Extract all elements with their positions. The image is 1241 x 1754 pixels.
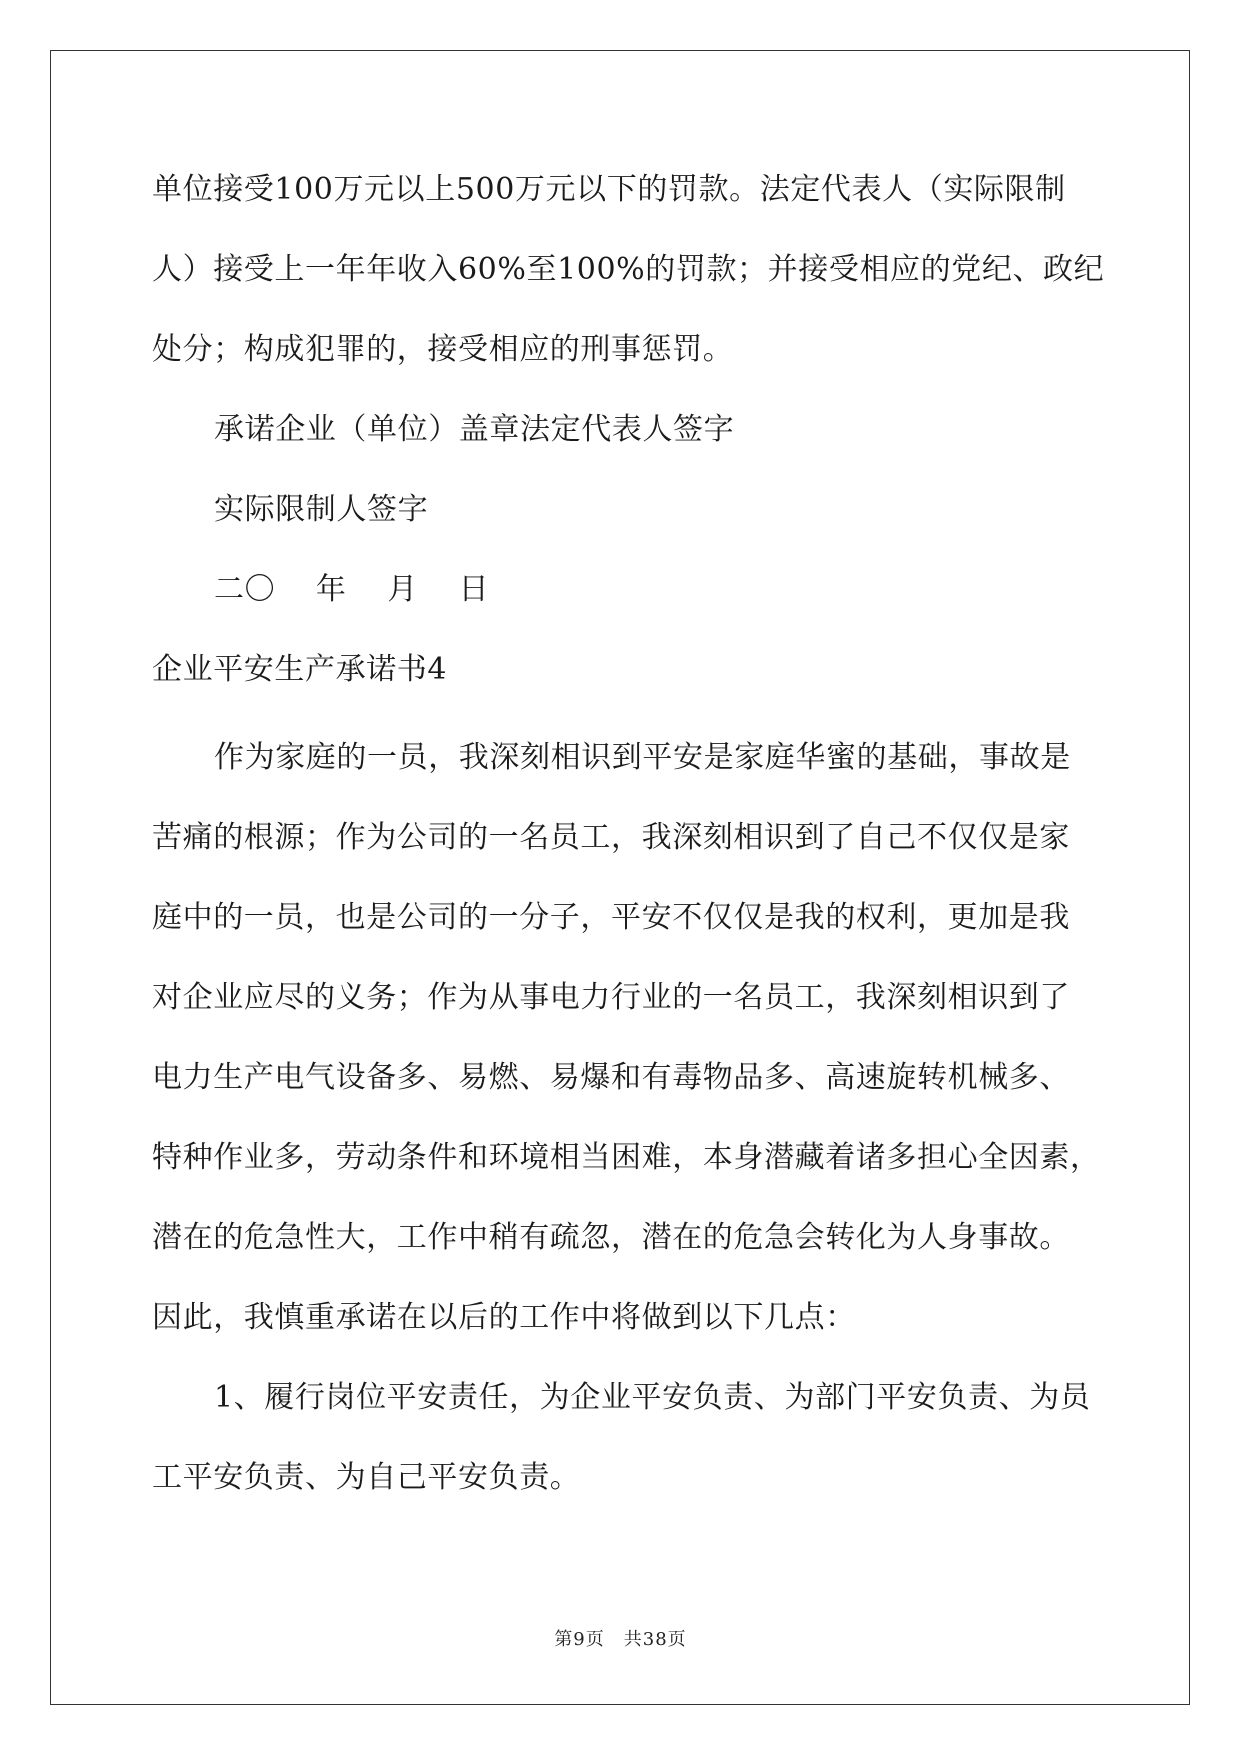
page-border (50, 50, 1190, 1705)
company-seal-line: 承诺企业（单位）盖章法定代表人签字 (214, 412, 735, 447)
paragraph-1-line-2: 人）接受上一年年收入60%至100%的罚款；并接受相应的党纪、政纪 (152, 252, 1105, 287)
paragraph-1-line-1: 单位接受100万元以上500万元以下的罚款。法定代表人（实际限制 (152, 172, 1066, 207)
paragraph-2-line-8: 因此，我慎重承诺在以后的工作中将做到以下几点： (152, 1300, 856, 1335)
controller-sign-line: 实际限制人签字 (214, 492, 429, 527)
paragraph-2-line-3: 庭中的一员，也是公司的一分子，平安不仅仅是我的权利，更加是我 (152, 900, 1070, 935)
paragraph-1-line-3: 处分；构成犯罪的，接受相应的刑事惩罚。 (152, 332, 734, 367)
paragraph-2-line-1: 作为家庭的一员，我深刻相识到平安是家庭华蜜的基础，事故是 (214, 740, 1071, 775)
date-line: 二〇 年 月 日 (214, 572, 490, 607)
paragraph-2-line-7: 潜在的危急性大，工作中稍有疏忽，潜在的危急会转化为人身事故。 (152, 1220, 1070, 1255)
paragraph-3-line-2: 工平安负责、为自己平安负责。 (152, 1460, 581, 1495)
paragraph-2-line-6: 特种作业多，劳动条件和环境相当困难，本身潜藏着诸多担心全因素， (152, 1140, 1101, 1175)
paragraph-2-line-2: 苦痛的根源；作为公司的一名员工，我深刻相识到了自己不仅仅是家 (152, 820, 1070, 855)
paragraph-2-line-5: 电力生产电气设备多、易燃、易爆和有毒物品多、高速旋转机械多、 (152, 1060, 1070, 1095)
paragraph-3-line-1: 1、履行岗位平安责任，为企业平安负责、为部门平安负责、为员 (214, 1380, 1091, 1415)
page-number-footer: 第9页 共38页 (554, 1629, 687, 1650)
section-title: 企业平安生产承诺书4 (152, 652, 448, 687)
paragraph-2-line-4: 对企业应尽的义务；作为从事电力行业的一名员工，我深刻相识到了 (152, 980, 1070, 1015)
